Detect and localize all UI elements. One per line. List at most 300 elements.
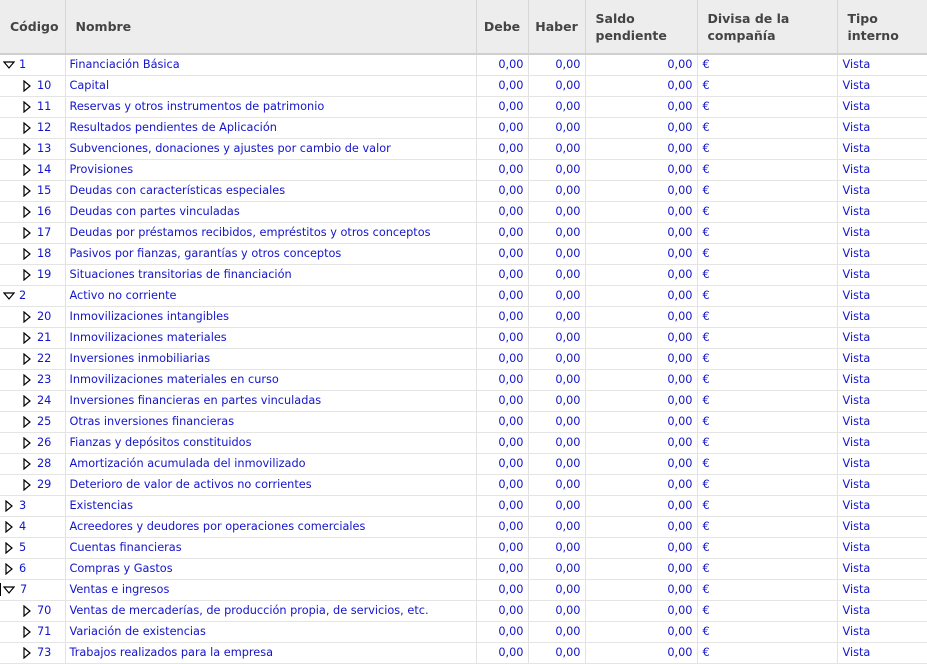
- account-code: [19, 541, 26, 554]
- internal-type-cell[interactable]: Vista: [837, 159, 927, 180]
- account-name-cell[interactable]: Deterioro de valor de activos no corrientes: [65, 474, 476, 495]
- account-code: [37, 415, 51, 428]
- debit-cell[interactable]: 0,00: [476, 579, 528, 600]
- debit-cell[interactable]: 0,00: [476, 285, 528, 306]
- currency-cell[interactable]: €: [697, 54, 837, 75]
- account-code: [19, 562, 26, 575]
- currency-cell[interactable]: €: [697, 516, 837, 537]
- account-code-text: 18: [37, 246, 52, 260]
- account-name-cell[interactable]: Variación de existencias: [65, 621, 476, 642]
- account-code: [37, 604, 51, 617]
- account-name-cell[interactable]: Amortización acumulada del inmovilizado: [65, 453, 476, 474]
- credit-cell[interactable]: 0,00: [528, 558, 585, 579]
- currency-cell[interactable]: €: [697, 117, 837, 138]
- collapsed-right-icon[interactable]: [21, 416, 31, 428]
- balance-cell[interactable]: 0,00: [585, 390, 697, 411]
- collapsed-right-icon[interactable]: [21, 647, 31, 659]
- collapsed-right-icon[interactable]: [21, 374, 31, 386]
- collapsed-right-icon[interactable]: [21, 122, 31, 134]
- account-name-cell[interactable]: Deudas con características especiales: [65, 180, 476, 201]
- account-code-cell[interactable]: [0, 558, 65, 579]
- debit-cell[interactable]: 0,00: [476, 243, 528, 264]
- balance-cell[interactable]: 0,00: [585, 96, 697, 117]
- account-code: [37, 646, 51, 659]
- collapsed-right-icon[interactable]: [21, 80, 31, 92]
- account-code-cell[interactable]: [0, 159, 65, 180]
- table-row[interactable]: [0, 369, 927, 390]
- column-header-code[interactable]: Código: [0, 0, 65, 54]
- collapsed-right-icon[interactable]: [21, 227, 31, 239]
- table-row[interactable]: [0, 264, 927, 285]
- debit-cell[interactable]: 0,00: [476, 495, 528, 516]
- account-name-cell[interactable]: Acreedores y deudores por operaciones comerciales: [65, 516, 476, 537]
- account-code-text: 21: [37, 330, 52, 344]
- account-name-cell[interactable]: Inmovilizaciones materiales: [65, 327, 476, 348]
- balance-cell[interactable]: 0,00: [585, 159, 697, 180]
- internal-type-cell[interactable]: Vista: [837, 243, 927, 264]
- account-code-cell[interactable]: [0, 621, 65, 642]
- credit-cell[interactable]: 0,00: [528, 432, 585, 453]
- account-code-cell[interactable]: [0, 327, 65, 348]
- account-name-cell[interactable]: Inmovilizaciones materiales en curso: [65, 369, 476, 390]
- internal-type-cell[interactable]: Vista: [837, 180, 927, 201]
- internal-type-cell[interactable]: Vista: [837, 390, 927, 411]
- table-row[interactable]: [0, 348, 927, 369]
- balance-cell[interactable]: 0,00: [585, 285, 697, 306]
- credit-cell[interactable]: 0,00: [528, 390, 585, 411]
- balance-cell[interactable]: 0,00: [585, 180, 697, 201]
- account-code: [19, 58, 26, 71]
- balance-cell[interactable]: 0,00: [585, 348, 697, 369]
- account-code-text: 12: [37, 120, 52, 134]
- account-code-text: 6: [19, 561, 27, 575]
- table-row[interactable]: [0, 75, 927, 96]
- credit-cell[interactable]: 0,00: [528, 138, 585, 159]
- balance-cell[interactable]: 0,00: [585, 600, 697, 621]
- debit-cell[interactable]: 0,00: [476, 453, 528, 474]
- credit-cell[interactable]: 0,00: [528, 96, 585, 117]
- account-name-cell[interactable]: Inversiones inmobiliarias: [65, 348, 476, 369]
- collapsed-right-icon[interactable]: [21, 248, 31, 260]
- account-code: [37, 268, 51, 281]
- currency-cell[interactable]: €: [697, 369, 837, 390]
- debit-cell[interactable]: 0,00: [476, 558, 528, 579]
- debit-cell[interactable]: 0,00: [476, 516, 528, 537]
- table-row[interactable]: [0, 432, 927, 453]
- balance-cell[interactable]: 0,00: [585, 495, 697, 516]
- account-code: [37, 394, 51, 407]
- balance-cell[interactable]: 0,00: [585, 306, 697, 327]
- account-code-text: 4: [19, 519, 27, 533]
- table-row[interactable]: [0, 600, 927, 621]
- internal-type-cell[interactable]: Vista: [837, 54, 927, 75]
- account-name-cell[interactable]: Existencias: [65, 495, 476, 516]
- table-row[interactable]: [0, 474, 927, 495]
- collapsed-right-icon[interactable]: [21, 311, 31, 323]
- credit-cell[interactable]: 0,00: [528, 642, 585, 663]
- credit-cell[interactable]: 0,00: [528, 516, 585, 537]
- expand-down-icon[interactable]: [3, 290, 13, 302]
- balance-cell[interactable]: 0,00: [585, 75, 697, 96]
- credit-cell[interactable]: 0,00: [528, 474, 585, 495]
- account-code-cell[interactable]: [0, 369, 65, 390]
- debit-cell[interactable]: 0,00: [476, 327, 528, 348]
- credit-cell[interactable]: 0,00: [528, 621, 585, 642]
- account-code-cell[interactable]: [0, 54, 65, 75]
- account-name-cell[interactable]: Pasivos por fianzas, garantías y otros conceptos: [65, 243, 476, 264]
- collapsed-right-icon[interactable]: [21, 437, 31, 449]
- table-row[interactable]: [0, 495, 927, 516]
- table-row[interactable]: [0, 327, 927, 348]
- balance-cell[interactable]: 0,00: [585, 621, 697, 642]
- balance-cell[interactable]: 0,00: [585, 138, 697, 159]
- balance-cell[interactable]: 0,00: [585, 642, 697, 663]
- credit-cell[interactable]: 0,00: [528, 201, 585, 222]
- account-code-text: 10: [37, 78, 52, 92]
- internal-type-cell[interactable]: Vista: [837, 285, 927, 306]
- credit-cell[interactable]: 0,00: [528, 579, 585, 600]
- account-code-cell[interactable]: [0, 180, 65, 201]
- credit-cell[interactable]: 0,00: [528, 264, 585, 285]
- debit-cell[interactable]: 0,00: [476, 138, 528, 159]
- currency-cell[interactable]: €: [697, 453, 837, 474]
- table-row[interactable]: [0, 642, 927, 663]
- internal-type-cell[interactable]: Vista: [837, 495, 927, 516]
- account-code-text: 13: [37, 141, 52, 155]
- account-name-cell[interactable]: Inversiones financieras en partes vinculadas: [65, 390, 476, 411]
- account-code-cell[interactable]: [0, 117, 65, 138]
- account-name-cell[interactable]: Resultados pendientes de Aplicación: [65, 117, 476, 138]
- account-code: [37, 121, 51, 134]
- account-code-text: 17: [37, 225, 52, 239]
- account-code-cell[interactable]: [0, 96, 65, 117]
- account-name-cell[interactable]: Subvenciones, donaciones y ajustes por cambio de valor: [65, 138, 476, 159]
- internal-type-cell[interactable]: Vista: [837, 621, 927, 642]
- debit-cell[interactable]: 0,00: [476, 222, 528, 243]
- table-row[interactable]: [0, 390, 927, 411]
- account-name-cell[interactable]: Cuentas financieras: [65, 537, 476, 558]
- collapsed-right-icon[interactable]: [21, 185, 31, 197]
- credit-cell[interactable]: 0,00: [528, 243, 585, 264]
- internal-type-cell[interactable]: Vista: [837, 306, 927, 327]
- account-name-cell[interactable]: Activo no corriente: [65, 285, 476, 306]
- account-code-text: 70: [37, 603, 52, 617]
- collapsed-right-icon[interactable]: [21, 206, 31, 218]
- account-name-cell[interactable]: Otras inversiones financieras: [65, 411, 476, 432]
- account-code-text: 26: [37, 435, 52, 449]
- credit-cell[interactable]: 0,00: [528, 348, 585, 369]
- debit-cell[interactable]: 0,00: [476, 621, 528, 642]
- debit-cell[interactable]: 0,00: [476, 348, 528, 369]
- debit-cell[interactable]: 0,00: [476, 537, 528, 558]
- currency-cell[interactable]: €: [697, 327, 837, 348]
- internal-type-cell[interactable]: Vista: [837, 369, 927, 390]
- debit-cell[interactable]: 0,00: [476, 411, 528, 432]
- currency-cell[interactable]: €: [697, 411, 837, 432]
- table-row[interactable]: [0, 453, 927, 474]
- account-name-cell[interactable]: Compras y Gastos: [65, 558, 476, 579]
- balance-cell[interactable]: 0,00: [585, 201, 697, 222]
- collapsed-right-icon[interactable]: [21, 143, 31, 155]
- currency-cell[interactable]: €: [697, 306, 837, 327]
- account-code-cell[interactable]: [0, 579, 65, 600]
- table-row[interactable]: [0, 201, 927, 222]
- account-code: [19, 520, 26, 533]
- credit-cell[interactable]: 0,00: [528, 159, 585, 180]
- account-code-text: 20: [37, 309, 52, 323]
- table-row[interactable]: [0, 222, 927, 243]
- currency-cell[interactable]: €: [697, 537, 837, 558]
- collapsed-right-icon[interactable]: [3, 521, 13, 533]
- currency-cell[interactable]: €: [697, 180, 837, 201]
- column-header-credit[interactable]: Haber: [528, 0, 585, 54]
- account-code: [37, 625, 51, 638]
- balance-cell[interactable]: 0,00: [585, 537, 697, 558]
- internal-type-cell[interactable]: Vista: [837, 558, 927, 579]
- collapsed-right-icon[interactable]: [21, 605, 31, 617]
- column-header-name[interactable]: Nombre: [65, 0, 476, 54]
- account-code: [37, 184, 51, 197]
- internal-type-cell[interactable]: Vista: [837, 327, 927, 348]
- account-code-cell[interactable]: [0, 390, 65, 411]
- account-code-cell[interactable]: [0, 474, 65, 495]
- credit-cell[interactable]: 0,00: [528, 411, 585, 432]
- expand-down-icon[interactable]: [3, 59, 13, 71]
- internal-type-cell[interactable]: Vista: [837, 75, 927, 96]
- account-code-cell[interactable]: [0, 201, 65, 222]
- account-name-cell[interactable]: Financiación Básica: [65, 54, 476, 75]
- table-row[interactable]: [0, 537, 927, 558]
- currency-cell[interactable]: €: [697, 201, 837, 222]
- table-row[interactable]: [0, 138, 927, 159]
- column-header-currency[interactable]: Divisa de la compañía: [697, 0, 837, 54]
- collapsed-right-icon[interactable]: [3, 500, 13, 512]
- currency-cell[interactable]: €: [697, 474, 837, 495]
- currency-cell[interactable]: €: [697, 642, 837, 663]
- column-header-type[interactable]: Tipo interno: [837, 0, 927, 54]
- balance-cell[interactable]: 0,00: [585, 222, 697, 243]
- account-code-text: 14: [37, 162, 52, 176]
- credit-cell[interactable]: 0,00: [528, 222, 585, 243]
- debit-cell[interactable]: 0,00: [476, 390, 528, 411]
- credit-cell[interactable]: 0,00: [528, 75, 585, 96]
- collapsed-right-icon[interactable]: [21, 353, 31, 365]
- balance-cell[interactable]: 0,00: [585, 453, 697, 474]
- column-header-balance[interactable]: Saldo pendiente: [585, 0, 697, 54]
- account-code-cell[interactable]: [0, 264, 65, 285]
- balance-cell[interactable]: 0,00: [585, 327, 697, 348]
- account-name-cell[interactable]: Provisiones: [65, 159, 476, 180]
- debit-cell[interactable]: 0,00: [476, 96, 528, 117]
- account-code-cell[interactable]: [0, 222, 65, 243]
- account-code: [37, 457, 51, 470]
- debit-cell[interactable]: 0,00: [476, 432, 528, 453]
- internal-type-cell[interactable]: Vista: [837, 432, 927, 453]
- table-row[interactable]: [0, 54, 927, 75]
- account-code-cell[interactable]: [0, 537, 65, 558]
- account-name-cell[interactable]: Fianzas y depósitos constituidos: [65, 432, 476, 453]
- account-code: [37, 310, 51, 323]
- table-row[interactable]: [0, 516, 927, 537]
- balance-cell[interactable]: 0,00: [585, 243, 697, 264]
- currency-cell[interactable]: €: [697, 243, 837, 264]
- debit-cell[interactable]: 0,00: [476, 180, 528, 201]
- currency-cell[interactable]: €: [697, 138, 837, 159]
- account-name-cell[interactable]: Inmovilizaciones intangibles: [65, 306, 476, 327]
- currency-cell[interactable]: €: [697, 495, 837, 516]
- internal-type-cell[interactable]: Vista: [837, 579, 927, 600]
- balance-cell[interactable]: 0,00: [585, 432, 697, 453]
- credit-cell[interactable]: 0,00: [528, 453, 585, 474]
- credit-cell[interactable]: 0,00: [528, 369, 585, 390]
- currency-cell[interactable]: €: [697, 390, 837, 411]
- collapsed-right-icon[interactable]: [21, 269, 31, 281]
- column-header-debit[interactable]: Debe: [476, 0, 528, 54]
- table-row[interactable]: [0, 96, 927, 117]
- balance-cell[interactable]: 0,00: [585, 369, 697, 390]
- internal-type-cell[interactable]: Vista: [837, 516, 927, 537]
- internal-type-cell[interactable]: Vista: [837, 642, 927, 663]
- account-code-cell[interactable]: [0, 642, 65, 663]
- internal-type-cell[interactable]: Vista: [837, 474, 927, 495]
- debit-cell[interactable]: 0,00: [476, 75, 528, 96]
- currency-cell[interactable]: €: [697, 222, 837, 243]
- internal-type-cell[interactable]: Vista: [837, 117, 927, 138]
- account-code: [37, 331, 51, 344]
- debit-cell[interactable]: 0,00: [476, 306, 528, 327]
- internal-type-cell[interactable]: Vista: [837, 264, 927, 285]
- account-code-cell[interactable]: [0, 243, 65, 264]
- balance-cell[interactable]: 0,00: [585, 579, 697, 600]
- account-code-cell[interactable]: [0, 600, 65, 621]
- collapsed-right-icon[interactable]: [21, 164, 31, 176]
- internal-type-cell[interactable]: Vista: [837, 348, 927, 369]
- currency-cell[interactable]: €: [697, 96, 837, 117]
- currency-cell[interactable]: €: [697, 579, 837, 600]
- table-row[interactable]: [0, 411, 927, 432]
- currency-cell[interactable]: €: [697, 600, 837, 621]
- account-name-cell[interactable]: Situaciones transitorias de financiación: [65, 264, 476, 285]
- credit-cell[interactable]: 0,00: [528, 285, 585, 306]
- currency-cell[interactable]: €: [697, 264, 837, 285]
- collapsed-right-icon[interactable]: [21, 479, 31, 491]
- table-row[interactable]: [0, 621, 927, 642]
- account-code-cell[interactable]: [0, 306, 65, 327]
- balance-cell[interactable]: 0,00: [585, 558, 697, 579]
- account-code-cell[interactable]: [0, 138, 65, 159]
- collapsed-right-icon[interactable]: [21, 458, 31, 470]
- account-code-cell[interactable]: [0, 453, 65, 474]
- table-row[interactable]: [0, 180, 927, 201]
- credit-cell[interactable]: 0,00: [528, 54, 585, 75]
- account-name-cell[interactable]: Deudas por préstamos recibidos, empréstitos y otros conceptos: [65, 222, 476, 243]
- account-name-cell[interactable]: Ventas e ingresos: [65, 579, 476, 600]
- account-code-cell[interactable]: [0, 516, 65, 537]
- debit-cell[interactable]: 0,00: [476, 117, 528, 138]
- internal-type-cell[interactable]: Vista: [837, 537, 927, 558]
- currency-cell[interactable]: €: [697, 75, 837, 96]
- credit-cell[interactable]: 0,00: [528, 117, 585, 138]
- currency-cell[interactable]: €: [697, 558, 837, 579]
- table-row[interactable]: [0, 579, 927, 600]
- table-row[interactable]: [0, 117, 927, 138]
- balance-cell[interactable]: 0,00: [585, 54, 697, 75]
- debit-cell[interactable]: 0,00: [476, 201, 528, 222]
- account-code-cell[interactable]: [0, 348, 65, 369]
- account-code-text: 73: [37, 645, 52, 659]
- internal-type-cell[interactable]: Vista: [837, 138, 927, 159]
- credit-cell[interactable]: 0,00: [528, 537, 585, 558]
- internal-type-cell[interactable]: Vista: [837, 201, 927, 222]
- debit-cell[interactable]: 0,00: [476, 474, 528, 495]
- account-code: [37, 436, 51, 449]
- table-row[interactable]: [0, 558, 927, 579]
- debit-cell[interactable]: 0,00: [476, 642, 528, 663]
- balance-cell[interactable]: 0,00: [585, 411, 697, 432]
- account-name-cell[interactable]: Capital: [65, 75, 476, 96]
- currency-cell[interactable]: €: [697, 432, 837, 453]
- account-name-cell[interactable]: Ventas de mercaderías, de producción propia, de servicios, etc.: [65, 600, 476, 621]
- debit-cell[interactable]: 0,00: [476, 369, 528, 390]
- debit-cell[interactable]: 0,00: [476, 264, 528, 285]
- credit-cell[interactable]: 0,00: [528, 495, 585, 516]
- currency-cell[interactable]: €: [697, 621, 837, 642]
- internal-type-cell[interactable]: Vista: [837, 600, 927, 621]
- balance-cell[interactable]: 0,00: [585, 117, 697, 138]
- account-code-cell[interactable]: [0, 285, 65, 306]
- credit-cell[interactable]: 0,00: [528, 600, 585, 621]
- account-code-text: 7: [20, 582, 28, 596]
- credit-cell[interactable]: 0,00: [528, 327, 585, 348]
- internal-type-cell[interactable]: Vista: [837, 222, 927, 243]
- internal-type-cell[interactable]: Vista: [837, 411, 927, 432]
- currency-cell[interactable]: €: [697, 159, 837, 180]
- table-row[interactable]: [0, 285, 927, 306]
- account-code-cell[interactable]: [0, 411, 65, 432]
- collapsed-right-icon[interactable]: [3, 563, 13, 575]
- account-name-cell[interactable]: Trabajos realizados para la empresa: [65, 642, 476, 663]
- account-name-cell[interactable]: Reservas y otros instrumentos de patrimonio: [65, 96, 476, 117]
- table-row[interactable]: [0, 306, 927, 327]
- balance-cell[interactable]: 0,00: [585, 264, 697, 285]
- collapsed-right-icon[interactable]: [3, 542, 13, 554]
- account-name-cell[interactable]: Deudas con partes vinculadas: [65, 201, 476, 222]
- debit-cell[interactable]: 0,00: [476, 159, 528, 180]
- debit-cell[interactable]: 0,00: [476, 600, 528, 621]
- credit-cell[interactable]: 0,00: [528, 180, 585, 201]
- internal-type-cell[interactable]: Vista: [837, 453, 927, 474]
- expand-down-icon[interactable]: [3, 584, 13, 596]
- currency-cell[interactable]: €: [697, 348, 837, 369]
- debit-cell[interactable]: 0,00: [476, 54, 528, 75]
- account-code-cell[interactable]: [0, 495, 65, 516]
- collapsed-right-icon[interactable]: [21, 332, 31, 344]
- collapsed-right-icon[interactable]: [21, 626, 31, 638]
- account-code-text: 25: [37, 414, 52, 428]
- table-row[interactable]: [0, 159, 927, 180]
- account-code: [20, 583, 27, 596]
- credit-cell[interactable]: 0,00: [528, 306, 585, 327]
- balance-cell[interactable]: 0,00: [585, 474, 697, 495]
- collapsed-right-icon[interactable]: [21, 101, 31, 113]
- balance-cell[interactable]: 0,00: [585, 516, 697, 537]
- table-row[interactable]: [0, 243, 927, 264]
- collapsed-right-icon[interactable]: [21, 395, 31, 407]
- account-code-cell[interactable]: [0, 432, 65, 453]
- currency-cell[interactable]: €: [697, 285, 837, 306]
- account-code-cell[interactable]: [0, 75, 65, 96]
- internal-type-cell[interactable]: Vista: [837, 96, 927, 117]
